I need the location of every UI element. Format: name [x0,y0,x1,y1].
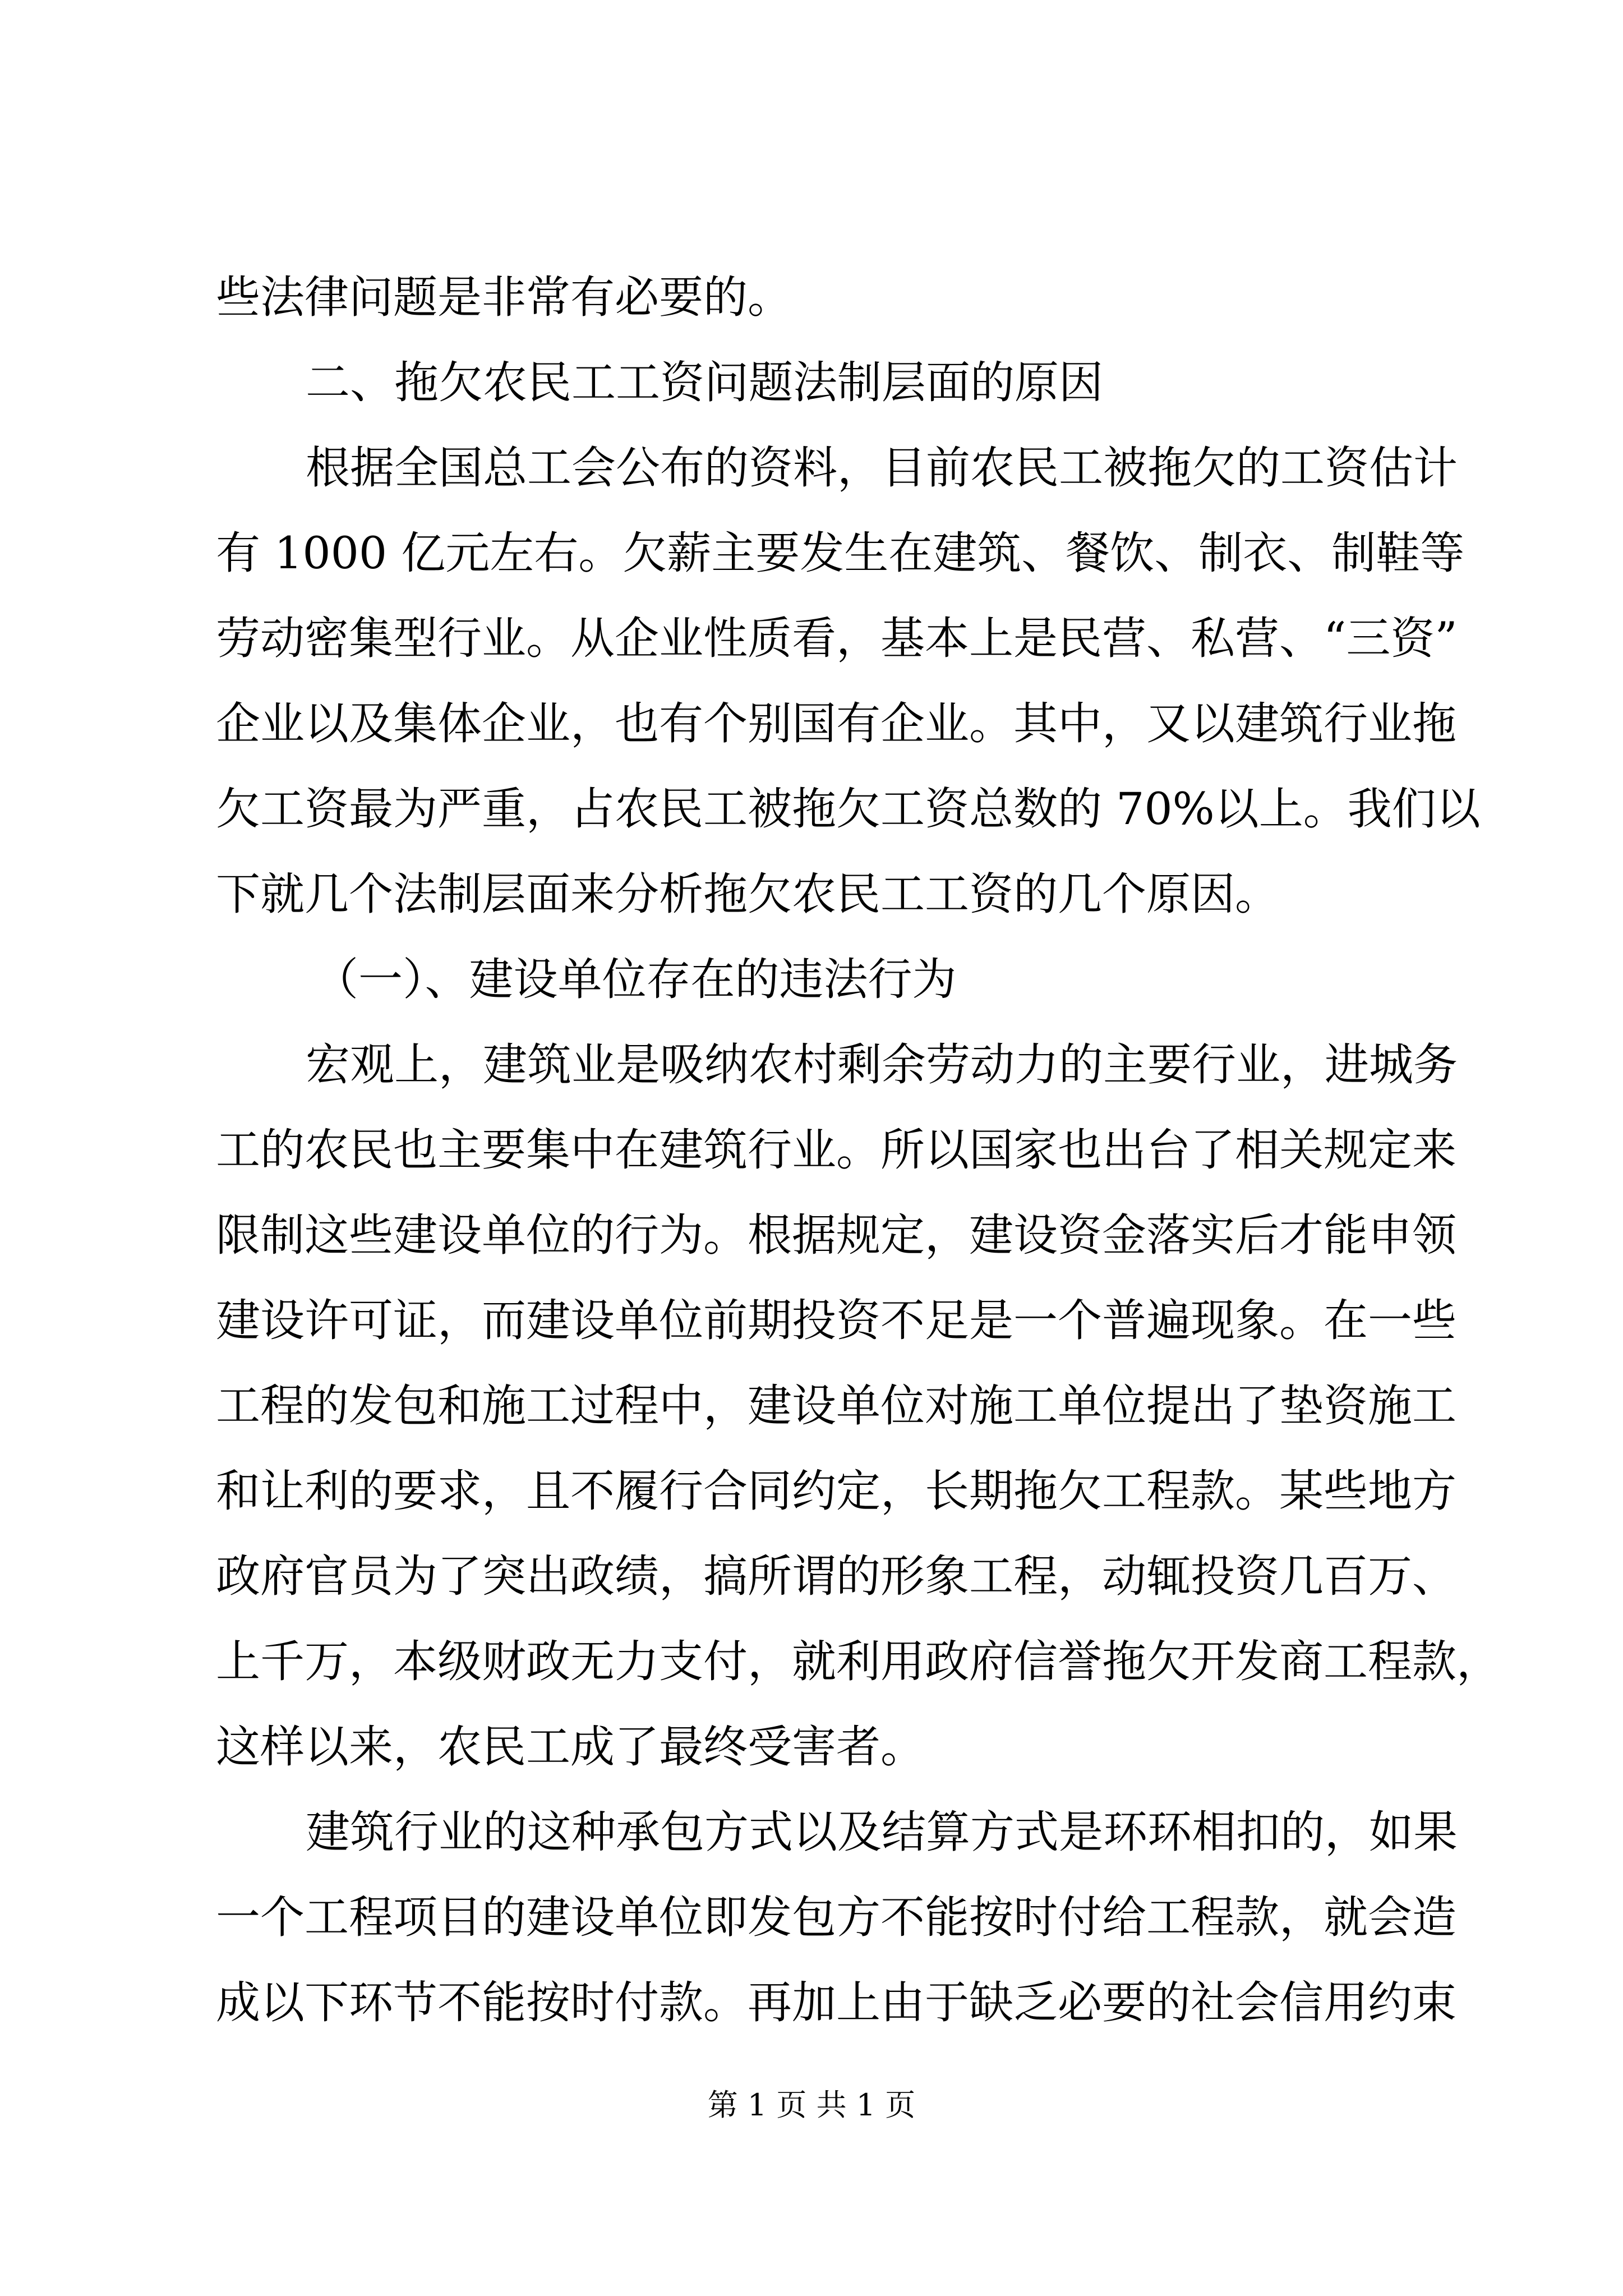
text-line: 一个工程项目的建设单位即发包方不能按时付给工程款，就会造 [216,1892,1456,1943]
text-line: 下就几个法制层面来分析拖欠农民工工资的几个原因。 [216,868,1279,920]
text-line: 建筑行业的这种承包方式以及结算方式是环环相扣的，如果 [306,1806,1458,1858]
text-line: 上千万，本级财政无力支付，就利用政府信誉拖欠开发商工程款， [216,1636,1501,1687]
text-line: 些法律问题是非常有必要的。 [216,272,792,323]
page-footer [0,2086,1623,2125]
page-number: 第 1 页 共 1 页 [707,2087,916,2123]
text-line: 建设许可证，而建设单位前期投资不足是一个普遍现象。在一些 [216,1295,1456,1346]
text-line: 宏观上，建筑业是吸纳农村剩余劳动力的主要行业，进城务 [306,1039,1458,1091]
section-heading: 二、拖欠农民工工资问题法制层面的原因 [306,357,1103,408]
text-line: 成以下环节不能按时付款。再加上由于缺乏必要的社会信用约束 [216,1977,1456,2028]
text-line: 工程的发包和施工过程中，建设单位对施工单位提出了垫资施工 [216,1380,1456,1432]
text-line: 劳动密集型行业。从企业性质看，基本上是民营、私营、“三资” [216,613,1458,664]
text-line: 政府官员为了突出政绩，搞所谓的形象工程，动辄投资几百万、 [216,1550,1456,1602]
text-line: 企业以及集体企业，也有个别国有企业。其中，又以建筑行业拖 [216,698,1456,749]
text-line: 有 1000 亿元左右。欠薪主要发生在建筑、餐饮、制衣、制鞋等 [216,527,1465,579]
text-line: 这样以来，农民工成了最终受害者。 [216,1721,925,1773]
text-line: 工的农民也主要集中在建筑行业。所以国家也出台了相关规定来 [216,1124,1456,1176]
text-line: 欠工资最为严重，占农民工被拖欠工资总数的 70%以上。我们以 [216,783,1481,835]
text-line: 根据全国总工会公布的资料，目前农民工被拖欠的工资估计 [306,442,1458,494]
text-line: 限制这些建设单位的行为。根据规定，建设资金落实后才能申领 [216,1209,1456,1261]
text-line: 和让利的要求，且不履行合同约定，长期拖欠工程款。某些地方 [216,1465,1456,1517]
document-body [216,255,1501,2045]
subsection-heading: （一）、建设单位存在的违法行为 [314,954,957,1005]
